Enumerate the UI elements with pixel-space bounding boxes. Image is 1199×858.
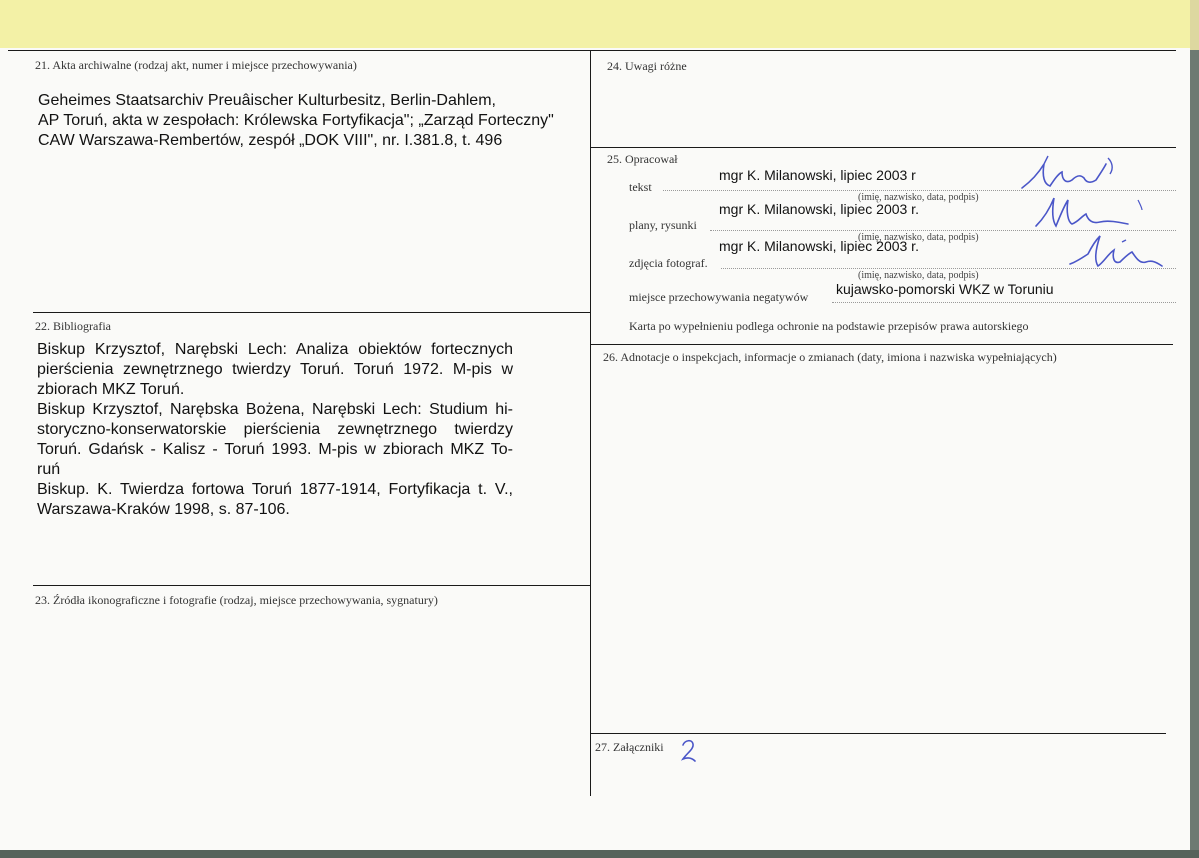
bibliografia-line: ruń xyxy=(37,461,61,478)
plany-value: mgr K. Milanowski, lipiec 2003 r. xyxy=(719,201,919,217)
scan-bottom-edge xyxy=(0,850,1199,858)
signature-plany xyxy=(1030,192,1150,237)
copyright-note: Karta po wypełnieniu podlega ochronie na podstawie przepisów prawa autorskiego xyxy=(629,319,1029,333)
plany-label: plany, rysunki xyxy=(629,218,697,232)
zalaczniki-label: 27. Załączniki xyxy=(595,740,664,754)
column-divider xyxy=(590,50,591,796)
negatywy-dotted-line xyxy=(832,302,1176,303)
bibliografia-line: storyczno-konserwatorskie pierścienia zewnętrznego twierdzy xyxy=(37,421,513,438)
uwagi-label: 24. Uwagi różne xyxy=(607,59,687,73)
zalaczniki-value: 2 xyxy=(678,737,679,738)
top-rule xyxy=(8,50,1176,51)
bibliografia-line: Biskup. K. Twierdza fortowa Toruń 1877-1914, Fortyfikacja t. V., xyxy=(37,481,513,498)
tekst-value: mgr K. Milanowski, lipiec 2003 r xyxy=(719,167,916,183)
zdjecia-label: zdjęcia fotograf. xyxy=(629,256,708,270)
adnotacje-label: 26. Adnotacje o inspekcjach, informacje o zmianach (daty, imiona i nazwiska wypełniających) xyxy=(603,350,1057,364)
rule-25-26 xyxy=(590,344,1173,345)
bibliografia-line: zbiorach MKZ Toruń. xyxy=(37,381,185,398)
zdjecia-hint: (imię, nazwisko, data, podpis) xyxy=(858,270,979,281)
rule-21-22 xyxy=(33,312,590,313)
bibliografia-line: Warszawa-Kraków 1998, s. 87-106. xyxy=(37,501,290,518)
rule-24-25 xyxy=(590,147,1176,148)
akta-line: CAW Warszawa-Rembertów, zespół „DOK VIII", nr. I.381.8, t. 496 xyxy=(38,132,503,149)
bibliografia-text xyxy=(37,340,513,520)
opracowal-label: 25. Opracował xyxy=(607,152,678,166)
akta-label: 21. Akta archiwalne (rodzaj akt, numer i miejsce przechowywania) xyxy=(35,58,357,72)
tekst-label: tekst xyxy=(629,180,652,194)
zalaczniki-handwritten-value xyxy=(678,737,700,765)
rule-26-27 xyxy=(590,733,1166,734)
negatywy-value: kujawsko-pomorski WKZ w Toruniu xyxy=(836,281,1054,297)
akta-text xyxy=(38,91,554,151)
bibliografia-line: Biskup Krzysztof, Narębska Bożena, Narębski Lech: Studium hi- xyxy=(37,401,513,418)
akta-line: Geheimes Staatsarchiv Preuâischer Kulturbesitz, Berlin-Dahlem, xyxy=(38,92,496,109)
negatywy-label: miejsce przechowywania negatywów xyxy=(629,290,809,304)
bibliografia-line: pierścienia zewnętrznego twierdzy Toruń. Toruń 1972. M-pis w xyxy=(37,361,513,378)
signature-zdjecia xyxy=(1066,232,1166,277)
tekst-hint: (imię, nazwisko, data, podpis) xyxy=(858,192,979,203)
zrodla-label: 23. Źródła ikonograficzne i fotografie (rodzaj, miejsce przechowywania, sygnatury) xyxy=(35,593,438,607)
bibliografia-line: Biskup Krzysztof, Narębski Lech: Analiza obiektów fortecznych xyxy=(37,341,513,358)
rule-22-23 xyxy=(33,585,590,586)
bibliografia-label: 22. Bibliografia xyxy=(35,319,111,333)
plany-hint: (imię, nazwisko, data, podpis) xyxy=(858,232,979,243)
scan-right-edge xyxy=(1190,0,1199,858)
akta-line: AP Toruń, akta w zespołach: Królewska Fortyfikacja"; „Zarząd Forteczny" xyxy=(38,112,554,129)
bibliografia-line: Toruń. Gdańsk - Kalisz - Toruń 1993. M-pis w zbiorach MKZ To- xyxy=(37,441,513,458)
zdjecia-value: mgr K. Milanowski, lipiec 2003 r. xyxy=(719,238,919,254)
